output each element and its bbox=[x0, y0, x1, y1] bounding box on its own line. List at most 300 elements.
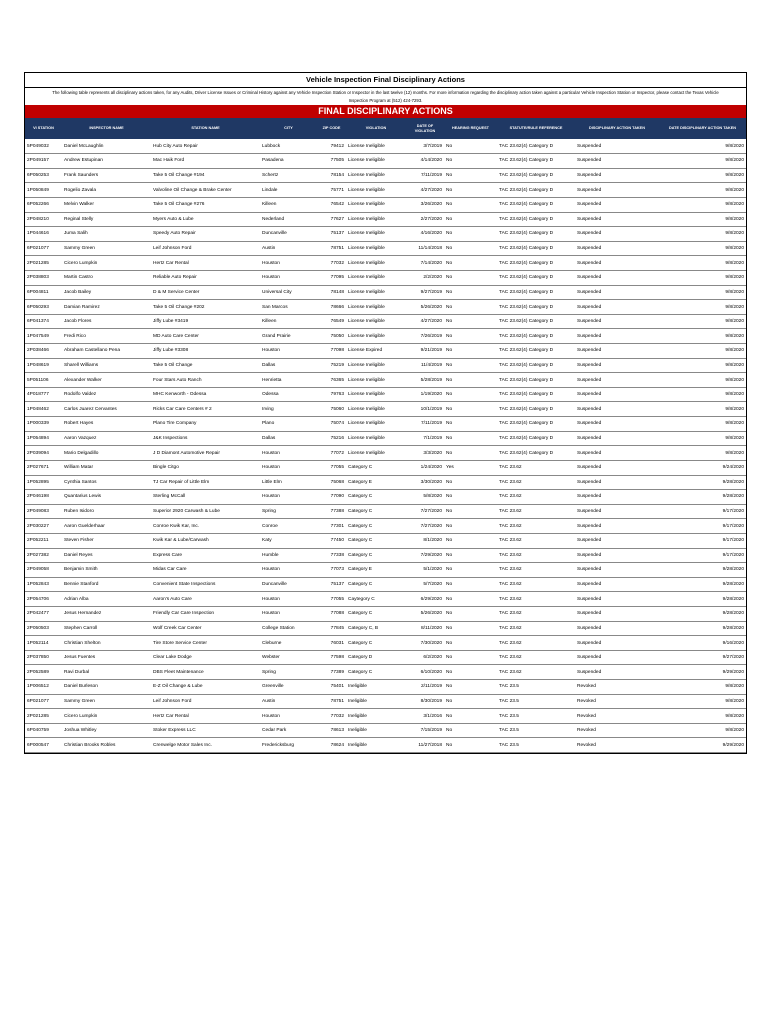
cell-vi-station: 2P027382 bbox=[25, 548, 62, 563]
cell-date-action-taken: 9/8/2020 bbox=[659, 329, 746, 344]
cell-station-name: Jiffy Lube #3308 bbox=[151, 344, 260, 359]
cell-disciplinary-action-taken: Suspended bbox=[575, 446, 659, 461]
cell-hearing-request: No bbox=[444, 738, 497, 753]
cell-violation: Category C bbox=[346, 519, 406, 534]
cell-statute-rule-reference: TAC 23.5 bbox=[497, 738, 575, 753]
cell-vi-station: 1P048462 bbox=[25, 402, 62, 417]
cell-inspector-name: Carlos Juarez Cervantes bbox=[62, 402, 151, 417]
column-header-violation: VIOLATION bbox=[346, 118, 406, 139]
cell-vi-station: 5P051106 bbox=[25, 373, 62, 388]
cell-city: Houston bbox=[260, 446, 317, 461]
cell-inspector-name: Robert Hayes bbox=[62, 417, 151, 432]
column-header-hearing-request: HEARING REQUEST bbox=[444, 118, 497, 139]
table-row bbox=[25, 680, 746, 695]
table-row bbox=[25, 227, 746, 242]
cell-inspector-name: Cynthia Santos bbox=[62, 475, 151, 490]
cell-date-action-taken: 9/8/2020 bbox=[659, 154, 746, 169]
cell-station-name: Plano Tire Company bbox=[151, 417, 260, 432]
cell-statute-rule-reference: TAC 23.62 bbox=[497, 621, 575, 636]
cell-violation: Category C, B bbox=[346, 621, 406, 636]
cell-station-name: E-Z Oil Change & Lube bbox=[151, 680, 260, 695]
cell-station-name: Take 5 Oil Change #202 bbox=[151, 300, 260, 315]
cell-date-of-violation: 5/7/2020 bbox=[406, 577, 444, 592]
column-header-disciplinary-action-taken: DISCIPLINARY ACTION TAKEN bbox=[575, 118, 659, 139]
cell-city: Nederland bbox=[260, 212, 317, 227]
cell-statute-rule-reference: TAC 23.62 bbox=[497, 475, 575, 490]
cell-hearing-request: No bbox=[444, 373, 497, 388]
cell-inspector-name: Adrian Alba bbox=[62, 592, 151, 607]
cell-date-action-taken: 9/28/2020 bbox=[659, 490, 746, 505]
cell-statute-rule-reference: TAC 23.62 bbox=[497, 548, 575, 563]
cell-vi-station: 6P052266 bbox=[25, 197, 62, 212]
table-header-row bbox=[25, 118, 746, 139]
cell-station-name: Aaron's Auto Care bbox=[151, 592, 260, 607]
cell-vi-station: 2P030227 bbox=[25, 519, 62, 534]
cell-zip-code: 75219 bbox=[317, 358, 346, 373]
cell-vi-station: 6P000547 bbox=[25, 738, 62, 753]
cell-hearing-request: No bbox=[444, 519, 497, 534]
cell-city: Plano bbox=[260, 417, 317, 432]
table-row bbox=[25, 548, 746, 563]
cell-hearing-request: No bbox=[444, 227, 497, 242]
table-row bbox=[25, 344, 746, 359]
table-row bbox=[25, 519, 746, 534]
cell-vi-station: 2P021285 bbox=[25, 256, 62, 271]
cell-inspector-name: Sharell Williams bbox=[62, 358, 151, 373]
cell-inspector-name: Bennie Stanford bbox=[62, 577, 151, 592]
cell-statute-rule-reference: TAC 23.62(4) Category D bbox=[497, 227, 575, 242]
cell-statute-rule-reference: TAC 23.62(4) Category D bbox=[497, 270, 575, 285]
cell-vi-station: 1P050849 bbox=[25, 183, 62, 198]
cell-hearing-request: No bbox=[444, 490, 497, 505]
cell-violation: License Ineligible bbox=[346, 139, 406, 154]
cell-date-action-taken: 9/28/2020 bbox=[659, 577, 746, 592]
cell-inspector-name: Stephen Carroll bbox=[62, 621, 151, 636]
column-header-station-name: STATION NAME bbox=[151, 118, 260, 139]
cell-zip-code: 77032 bbox=[317, 709, 346, 724]
cell-violation: License Ineligible bbox=[346, 183, 406, 198]
cell-violation: License Ineligible bbox=[346, 256, 406, 271]
cell-date-of-violation: 3/3/2020 bbox=[406, 446, 444, 461]
cell-city: Katy bbox=[260, 533, 317, 548]
table-row bbox=[25, 212, 746, 227]
cell-vi-station: 2P052211 bbox=[25, 533, 62, 548]
cell-disciplinary-action-taken: Suspended bbox=[575, 577, 659, 592]
cell-zip-code: 77627 bbox=[317, 212, 346, 227]
cell-statute-rule-reference: TAC 23.62(4) Category D bbox=[497, 344, 575, 359]
cell-violation: Category C bbox=[346, 665, 406, 680]
cell-city: Humble bbox=[260, 548, 317, 563]
cell-zip-code: 77055 bbox=[317, 460, 346, 475]
cell-date-of-violation: 3/30/2020 bbox=[406, 475, 444, 490]
cell-disciplinary-action-taken: Suspended bbox=[575, 504, 659, 519]
cell-date-of-violation: 7/29/2020 bbox=[406, 548, 444, 563]
cell-disciplinary-action-taken: Revoked bbox=[575, 694, 659, 709]
cell-statute-rule-reference: TAC 23.5 bbox=[497, 723, 575, 738]
cell-disciplinary-action-taken: Suspended bbox=[575, 344, 659, 359]
cell-zip-code: 79412 bbox=[317, 139, 346, 154]
cell-date-of-violation: 5/26/2020 bbox=[406, 607, 444, 622]
cell-disciplinary-action-taken: Suspended bbox=[575, 563, 659, 578]
table-row bbox=[25, 607, 746, 622]
table-row bbox=[25, 402, 746, 417]
cell-date-action-taken: 9/8/2020 bbox=[659, 183, 746, 198]
cell-disciplinary-action-taken: Revoked bbox=[575, 723, 659, 738]
column-header-zip-code: ZIP CODE bbox=[317, 118, 346, 139]
cell-inspector-name: Christian Brooks Robles bbox=[62, 738, 151, 753]
cell-violation: Category C bbox=[346, 607, 406, 622]
cell-station-name: J&K Inspections bbox=[151, 431, 260, 446]
cell-violation: License Ineligible bbox=[346, 402, 406, 417]
cell-statute-rule-reference: TAC 23.62 bbox=[497, 460, 575, 475]
cell-hearing-request: No bbox=[444, 577, 497, 592]
cell-inspector-name: Christian Shelton bbox=[62, 636, 151, 651]
cell-vi-station: 6P050253 bbox=[25, 168, 62, 183]
cell-inspector-name: Cicero Lumpkin bbox=[62, 256, 151, 271]
cell-station-name: Express Care bbox=[151, 548, 260, 563]
cell-date-action-taken: 9/17/2020 bbox=[659, 533, 746, 548]
cell-statute-rule-reference: TAC 23.62(4) Category D bbox=[497, 241, 575, 256]
cell-hearing-request: Yes bbox=[444, 460, 497, 475]
cell-hearing-request: No bbox=[444, 344, 497, 359]
document-description: The following table represents all disciplinary actions taken, for any Audits, Driver License Issues or Criminal History against any Vehicle Inspection Station or Inspector in the last twelve (12) months. For more information regarding the disciplinary action taken against a particular Vehicle Inspection Station or Inspector, please contact the Texas Vehicle Inspection Program at (512) 424-7293. bbox=[52, 90, 719, 103]
cell-statute-rule-reference: TAC 23.62 bbox=[497, 490, 575, 505]
cell-inspector-name: Andrew Estupinan bbox=[62, 154, 151, 169]
cell-violation: License Ineligible bbox=[346, 168, 406, 183]
table-row bbox=[25, 533, 746, 548]
cell-violation: Ineligible bbox=[346, 680, 406, 695]
cell-date-action-taken: 9/8/2020 bbox=[659, 358, 746, 373]
cell-date-action-taken: 9/17/2020 bbox=[659, 548, 746, 563]
cell-hearing-request: No bbox=[444, 183, 497, 198]
cell-inspector-name: Steven Fisher bbox=[62, 533, 151, 548]
cell-violation: License Ineligible bbox=[346, 373, 406, 388]
cell-zip-code: 76365 bbox=[317, 373, 346, 388]
cell-date-of-violation: 6/10/2020 bbox=[406, 665, 444, 680]
cell-violation: License Ineligible bbox=[346, 387, 406, 402]
cell-date-of-violation: 8/1/2020 bbox=[406, 533, 444, 548]
cell-date-of-violation: 5/8/2020 bbox=[406, 490, 444, 505]
cell-inspector-name: Aaron Guelderhaar bbox=[62, 519, 151, 534]
cell-station-name: MD Auto Care Center bbox=[151, 329, 260, 344]
cell-vi-station: 2P038803 bbox=[25, 270, 62, 285]
cell-violation: Ineligible bbox=[346, 709, 406, 724]
cell-station-name: Mac Haik Ford bbox=[151, 154, 260, 169]
cell-hearing-request: No bbox=[444, 154, 497, 169]
cell-statute-rule-reference: TAC 23.5 bbox=[497, 694, 575, 709]
cell-disciplinary-action-taken: Suspended bbox=[575, 533, 659, 548]
cell-city: Spring bbox=[260, 504, 317, 519]
cell-hearing-request: No bbox=[444, 270, 497, 285]
cell-violation: License Ineligible bbox=[346, 227, 406, 242]
cell-violation: License Ineligible bbox=[346, 358, 406, 373]
cell-statute-rule-reference: TAC 23.62(4) Category D bbox=[497, 139, 575, 154]
cell-disciplinary-action-taken: Suspended bbox=[575, 519, 659, 534]
cell-hearing-request: No bbox=[444, 212, 497, 227]
cell-date-of-violation: 8/30/2019 bbox=[406, 694, 444, 709]
cell-zip-code: 77598 bbox=[317, 650, 346, 665]
cell-statute-rule-reference: TAC 23.62 bbox=[497, 504, 575, 519]
cell-violation: License Ineligible bbox=[346, 417, 406, 432]
table-row bbox=[25, 709, 746, 724]
cell-city: San Marcos bbox=[260, 300, 317, 315]
cell-city: Houston bbox=[260, 563, 317, 578]
cell-zip-code: 77338 bbox=[317, 548, 346, 563]
cell-disciplinary-action-taken: Suspended bbox=[575, 607, 659, 622]
cell-inspector-name: Benjamin Smith bbox=[62, 563, 151, 578]
cell-station-name: Hertz Car Rental bbox=[151, 256, 260, 271]
cell-date-action-taken: 9/8/2020 bbox=[659, 285, 746, 300]
cell-zip-code: 75137 bbox=[317, 227, 346, 242]
cell-station-name: Convenient State Inspections bbox=[151, 577, 260, 592]
cell-disciplinary-action-taken: Suspended bbox=[575, 300, 659, 315]
cell-date-of-violation: 7/14/2020 bbox=[406, 256, 444, 271]
cell-vi-station: 1P048619 bbox=[25, 358, 62, 373]
cell-zip-code: 76031 bbox=[317, 636, 346, 651]
cell-city: Little Elm bbox=[260, 475, 317, 490]
cell-vi-station: 2P049058 bbox=[25, 563, 62, 578]
table-row bbox=[25, 417, 746, 432]
cell-date-of-violation: 4/27/2020 bbox=[406, 314, 444, 329]
cell-zip-code: 75050 bbox=[317, 329, 346, 344]
cell-city: Houston bbox=[260, 607, 317, 622]
cell-inspector-name: Rodolfo Valdez bbox=[62, 387, 151, 402]
cell-violation: Caytegory C bbox=[346, 592, 406, 607]
cell-statute-rule-reference: TAC 23.62 bbox=[497, 563, 575, 578]
cell-date-action-taken: 9/8/2020 bbox=[659, 270, 746, 285]
table-row bbox=[25, 431, 746, 446]
table-row bbox=[25, 241, 746, 256]
cell-date-action-taken: 9/8/2020 bbox=[659, 723, 746, 738]
cell-statute-rule-reference: TAC 23.62(4) Category D bbox=[497, 329, 575, 344]
cell-inspector-name: Mario Delgadillo bbox=[62, 446, 151, 461]
cell-city: Fredericksburg bbox=[260, 738, 317, 753]
cell-inspector-name: Sammy Green bbox=[62, 241, 151, 256]
cell-hearing-request: No bbox=[444, 168, 497, 183]
cell-city: Lubbock bbox=[260, 139, 317, 154]
cell-zip-code: 78613 bbox=[317, 723, 346, 738]
cell-violation: License Ineligible bbox=[346, 154, 406, 169]
cell-statute-rule-reference: TAC 23.62 bbox=[497, 607, 575, 622]
cell-inspector-name: Daniel Reyes bbox=[62, 548, 151, 563]
cell-date-of-violation: 8/11/2020 bbox=[406, 621, 444, 636]
cell-disciplinary-action-taken: Suspended bbox=[575, 197, 659, 212]
cell-station-name: Take 5 Oil Change #194 bbox=[151, 168, 260, 183]
cell-statute-rule-reference: TAC 23.62(4) Category D bbox=[497, 197, 575, 212]
cell-date-action-taken: 9/28/2020 bbox=[659, 475, 746, 490]
cell-date-of-violation: 7/15/2019 bbox=[406, 723, 444, 738]
cell-statute-rule-reference: TAC 23.62(4) Category D bbox=[497, 183, 575, 198]
cell-vi-station: 2P054706 bbox=[25, 592, 62, 607]
cell-date-of-violation: 5/1/2020 bbox=[406, 563, 444, 578]
cell-hearing-request: No bbox=[444, 475, 497, 490]
table-row bbox=[25, 723, 746, 738]
cell-date-of-violation: 3/1/2016 bbox=[406, 709, 444, 724]
cell-disciplinary-action-taken: Suspended bbox=[575, 475, 659, 490]
cell-inspector-name: Jacob Flores bbox=[62, 314, 151, 329]
cell-zip-code: 76542 bbox=[317, 197, 346, 212]
cell-station-name: Sterling McCall bbox=[151, 490, 260, 505]
cell-zip-code: 78624 bbox=[317, 738, 346, 753]
cell-vi-station: 1P000339 bbox=[25, 417, 62, 432]
cell-date-action-taken: 9/8/2020 bbox=[659, 300, 746, 315]
table-row bbox=[25, 460, 746, 475]
cell-city: Lindale bbox=[260, 183, 317, 198]
cell-statute-rule-reference: TAC 23.62 bbox=[497, 533, 575, 548]
cell-inspector-name: Ruben Isidoro bbox=[62, 504, 151, 519]
cell-inspector-name: Rogelio Zavala bbox=[62, 183, 151, 198]
cell-statute-rule-reference: TAC 23.62(4) Category D bbox=[497, 314, 575, 329]
cell-hearing-request: No bbox=[444, 431, 497, 446]
cell-city: Webster bbox=[260, 650, 317, 665]
cell-zip-code: 78154 bbox=[317, 168, 346, 183]
cell-vi-station: 2P039094 bbox=[25, 446, 62, 461]
cell-inspector-name: Juma Salih bbox=[62, 227, 151, 242]
cell-date-action-taken: 9/8/2020 bbox=[659, 314, 746, 329]
cell-zip-code: 78666 bbox=[317, 300, 346, 315]
cell-date-of-violation: 4/16/2020 bbox=[406, 227, 444, 242]
cell-date-of-violation: 7/11/2019 bbox=[406, 168, 444, 183]
cell-disciplinary-action-taken: Suspended bbox=[575, 168, 659, 183]
cell-disciplinary-action-taken: Suspended bbox=[575, 402, 659, 417]
cell-disciplinary-action-taken: Suspended bbox=[575, 358, 659, 373]
cell-violation: Category D bbox=[346, 650, 406, 665]
cell-statute-rule-reference: TAC 23.62(4) Category D bbox=[497, 300, 575, 315]
cell-hearing-request: No bbox=[444, 533, 497, 548]
cell-disciplinary-action-taken: Suspended bbox=[575, 650, 659, 665]
cell-station-name: Friendly Car Care Inspection bbox=[151, 607, 260, 622]
cell-date-action-taken: 9/8/2020 bbox=[659, 212, 746, 227]
table-row bbox=[25, 329, 746, 344]
cell-statute-rule-reference: TAC 23.62(4) Category D bbox=[497, 373, 575, 388]
cell-zip-code: 75074 bbox=[317, 417, 346, 432]
cell-city: Killeen bbox=[260, 197, 317, 212]
cell-inspector-name: Abraham Castellano Pena bbox=[62, 344, 151, 359]
cell-hearing-request: No bbox=[444, 285, 497, 300]
cell-vi-station: 2P037850 bbox=[25, 650, 62, 665]
cell-statute-rule-reference: TAC 23.5 bbox=[497, 709, 575, 724]
cell-statute-rule-reference: TAC 23.62 bbox=[497, 665, 575, 680]
cell-hearing-request: No bbox=[444, 314, 497, 329]
cell-city: Houston bbox=[260, 460, 317, 475]
cell-hearing-request: No bbox=[444, 636, 497, 651]
cell-vi-station: 2P049083 bbox=[25, 504, 62, 519]
cell-city: Conroe bbox=[260, 519, 317, 534]
cell-vi-station: 2P052589 bbox=[25, 665, 62, 680]
table-row bbox=[25, 270, 746, 285]
cell-date-action-taken: 9/8/2020 bbox=[659, 680, 746, 695]
cell-zip-code: 79763 bbox=[317, 387, 346, 402]
cell-station-name: Take 5 Oil Change bbox=[151, 358, 260, 373]
cell-date-action-taken: 9/8/2020 bbox=[659, 197, 746, 212]
cell-city: Houston bbox=[260, 709, 317, 724]
cell-city: Austin bbox=[260, 694, 317, 709]
cell-zip-code: 77098 bbox=[317, 344, 346, 359]
cell-statute-rule-reference: TAC 23.62(4) Category D bbox=[497, 431, 575, 446]
table-row bbox=[25, 446, 746, 461]
cell-date-action-taken: 9/8/2020 bbox=[659, 694, 746, 709]
table-row bbox=[25, 154, 746, 169]
cell-zip-code: 77072 bbox=[317, 446, 346, 461]
cell-station-name: D & M Service Center bbox=[151, 285, 260, 300]
cell-date-action-taken: 9/29/2020 bbox=[659, 665, 746, 680]
table-row bbox=[25, 577, 746, 592]
cell-violation: Category C bbox=[346, 533, 406, 548]
cell-vi-station: 4P018777 bbox=[25, 387, 62, 402]
cell-hearing-request: No bbox=[444, 139, 497, 154]
cell-vi-station: 2P042477 bbox=[25, 607, 62, 622]
cell-statute-rule-reference: TAC 23.62 bbox=[497, 577, 575, 592]
table-row bbox=[25, 373, 746, 388]
cell-zip-code: 75771 bbox=[317, 183, 346, 198]
cell-date-of-violation: 11/27/2018 bbox=[406, 738, 444, 753]
cell-statute-rule-reference: TAC 23.5 bbox=[497, 680, 575, 695]
cell-inspector-name: Martin Castro bbox=[62, 270, 151, 285]
cell-date-action-taken: 9/17/2020 bbox=[659, 519, 746, 534]
cell-violation: License Ineligible bbox=[346, 270, 406, 285]
cell-inspector-name: Daniel McLaughlin bbox=[62, 139, 151, 154]
cell-date-of-violation: 1/24/2020 bbox=[406, 460, 444, 475]
cell-violation: Category C bbox=[346, 490, 406, 505]
cell-city: Henrietta bbox=[260, 373, 317, 388]
cell-station-name: Take 5 Oil Change #276 bbox=[151, 197, 260, 212]
cell-inspector-name: Ravi Durbal bbox=[62, 665, 151, 680]
cell-zip-code: 77088 bbox=[317, 607, 346, 622]
cell-date-action-taken: 9/28/2020 bbox=[659, 592, 746, 607]
table-row bbox=[25, 490, 746, 505]
cell-violation: Ineligible bbox=[346, 694, 406, 709]
table-row bbox=[25, 285, 746, 300]
cell-vi-station: 1P054894 bbox=[25, 431, 62, 446]
cell-disciplinary-action-taken: Suspended bbox=[575, 373, 659, 388]
cell-vi-station: 1P006512 bbox=[25, 680, 62, 695]
cell-station-name: Stoker Express LLC bbox=[151, 723, 260, 738]
cell-station-name: Leif Johnson Ford bbox=[151, 241, 260, 256]
cell-hearing-request: No bbox=[444, 329, 497, 344]
column-header-vi-station: VI STATION bbox=[25, 118, 62, 139]
cell-statute-rule-reference: TAC 23.62(4) Category D bbox=[497, 417, 575, 432]
cell-inspector-name: Sammy Green bbox=[62, 694, 151, 709]
cell-vi-station: 2P049157 bbox=[25, 154, 62, 169]
cell-date-of-violation: 2/2/2020 bbox=[406, 270, 444, 285]
cell-vi-station: 2P038466 bbox=[25, 344, 62, 359]
cell-station-name: Conroe Kwik Kar, Inc. bbox=[151, 519, 260, 534]
cell-city: Schertz bbox=[260, 168, 317, 183]
cell-station-name: Clear Lake Dodge bbox=[151, 650, 260, 665]
cell-station-name: Myers Auto & Lube bbox=[151, 212, 260, 227]
cell-disciplinary-action-taken: Suspended bbox=[575, 636, 659, 651]
cell-violation: License Ineligible bbox=[346, 314, 406, 329]
cell-station-name: Reliable Auto Repair bbox=[151, 270, 260, 285]
cell-date-of-violation: 7/27/2020 bbox=[406, 504, 444, 519]
cell-hearing-request: No bbox=[444, 592, 497, 607]
cell-violation: License Ineligible bbox=[346, 329, 406, 344]
cell-hearing-request: No bbox=[444, 607, 497, 622]
table-row bbox=[25, 636, 746, 651]
cell-disciplinary-action-taken: Suspended bbox=[575, 314, 659, 329]
cell-disciplinary-action-taken: Revoked bbox=[575, 709, 659, 724]
cell-vi-station: 2P046198 bbox=[25, 490, 62, 505]
cell-violation: Category C bbox=[346, 548, 406, 563]
cell-station-name: Four Stars Auto Ranch bbox=[151, 373, 260, 388]
table-row bbox=[25, 139, 746, 154]
cell-city: Duncanville bbox=[260, 227, 317, 242]
cell-vi-station: 2P021285 bbox=[25, 709, 62, 724]
cell-hearing-request: No bbox=[444, 241, 497, 256]
cell-date-of-violation: 3/7/2019 bbox=[406, 139, 444, 154]
cell-city: Pasadena bbox=[260, 154, 317, 169]
cell-date-action-taken: 9/28/2020 bbox=[659, 563, 746, 578]
